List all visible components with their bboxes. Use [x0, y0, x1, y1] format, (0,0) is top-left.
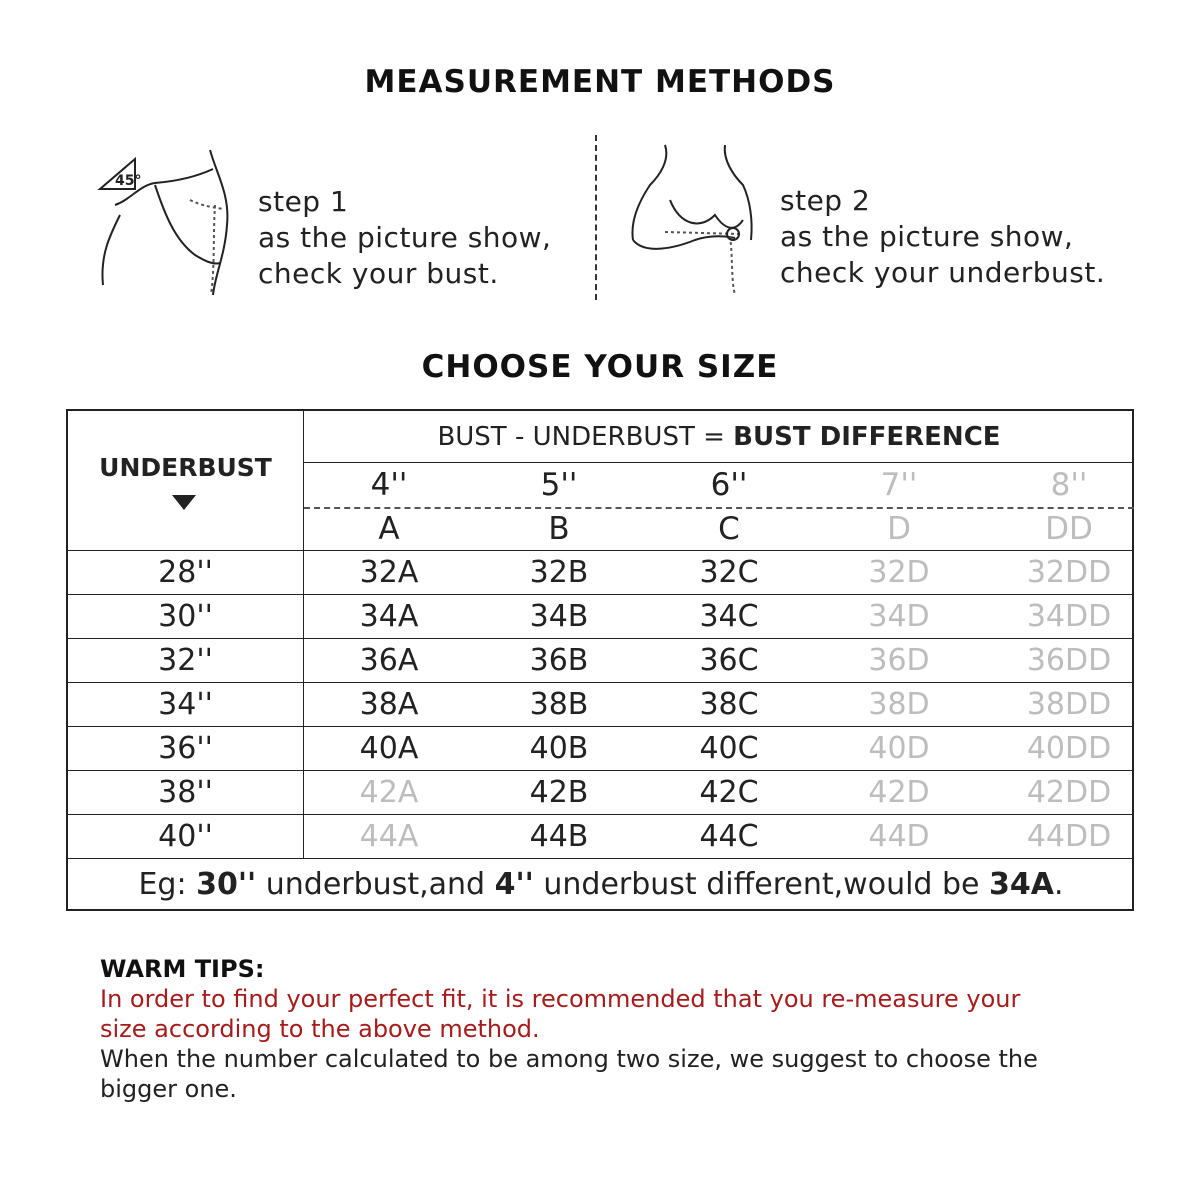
size-cell: 42B: [529, 775, 589, 810]
tip-red-line-2: size according to the above method.: [100, 1015, 540, 1043]
steps-divider: [595, 135, 597, 300]
underbust-cell: 38'': [68, 771, 304, 814]
diff-header-5: 5'': [540, 467, 578, 503]
size-cell: 40D: [868, 731, 930, 766]
step-2-title: step 2: [780, 184, 871, 217]
example-bold-3: 34A: [989, 867, 1054, 902]
formula-bold: BUST DIFFERENCE: [733, 422, 1001, 452]
size-cell: 36DD: [1026, 643, 1112, 678]
size-cell: 38C: [699, 687, 759, 722]
example-part-3: underbust different,would be: [533, 867, 990, 902]
size-cell: 38D: [868, 687, 930, 722]
example-bold-1: 30'': [196, 867, 257, 902]
header-dashed-divider: [304, 507, 1134, 509]
size-cell: 36D: [868, 643, 930, 678]
underbust-cell: 28'': [68, 551, 304, 594]
tip-red-line-1: In order to find your perfect fit, it is recommended that you re-measure your: [100, 985, 1021, 1013]
size-cell: 34DD: [1026, 599, 1112, 634]
table-row: [68, 727, 1134, 771]
underbust-cell: 40'': [68, 815, 304, 858]
size-cell: 36B: [529, 643, 589, 678]
example-part-1: Eg:: [138, 867, 197, 902]
size-cell: 44C: [699, 819, 759, 854]
cup-header-a: A: [378, 511, 400, 547]
example-part-4: .: [1054, 867, 1064, 902]
bust-measurement-illustration: [95, 145, 245, 305]
step-1-line-1: as the picture show,: [258, 221, 552, 254]
size-cell: 40DD: [1026, 731, 1112, 766]
underbust-cell: 34'': [68, 683, 304, 726]
table-row: [68, 815, 1134, 859]
example-bold-2: 4'': [494, 867, 534, 902]
table-row: [68, 595, 1134, 639]
size-cell: 42C: [699, 775, 759, 810]
size-cell: 42A: [359, 775, 419, 810]
size-cell: 32D: [868, 555, 930, 590]
tip-black-line-2: bigger one.: [100, 1075, 237, 1103]
size-chart-table: [66, 409, 1134, 911]
underbust-cell: 32'': [68, 639, 304, 682]
underbust-header-cell: [68, 411, 304, 551]
angle-45-label: 45°: [115, 173, 142, 189]
size-cell: 32DD: [1026, 555, 1112, 590]
choose-size-heading: CHOOSE YOUR SIZE: [421, 349, 779, 385]
bust-difference-formula: [304, 411, 1134, 463]
size-cell: 38A: [359, 687, 419, 722]
size-cell: 34A: [359, 599, 419, 634]
size-cell: 44D: [868, 819, 930, 854]
underbust-measurement-illustration: [625, 140, 770, 300]
step-1-text: [258, 184, 551, 292]
measurement-methods-heading: MEASUREMENT METHODS: [364, 64, 836, 100]
size-cell: 42D: [868, 775, 930, 810]
table-row: [68, 683, 1134, 727]
cup-header-c: C: [718, 511, 740, 547]
size-cell: 38DD: [1026, 687, 1112, 722]
diff-header-6: 6'': [710, 467, 748, 503]
triangle-down-icon: [172, 495, 196, 510]
warm-tips-title: WARM TIPS:: [100, 955, 265, 983]
size-cell: 40A: [359, 731, 419, 766]
size-cell: 40C: [699, 731, 759, 766]
size-cell: 44A: [359, 819, 419, 854]
size-cell: 32B: [529, 555, 589, 590]
size-cell: 34C: [699, 599, 759, 634]
step-1-title: step 1: [258, 185, 349, 218]
size-cell: 40B: [529, 731, 589, 766]
example-part-2: underbust,and: [256, 867, 495, 902]
size-cell: 36C: [699, 643, 759, 678]
diff-header-7: 7'': [880, 467, 918, 503]
underbust-header-label: UNDERBUST: [99, 453, 272, 482]
size-cell: 44B: [529, 819, 589, 854]
cup-header-dd: DD: [1045, 511, 1093, 547]
size-cell: 34B: [529, 599, 589, 634]
tip-black-line-1: When the number calculated to be among two size, we suggest to choose the: [100, 1045, 1038, 1073]
table-row: [68, 639, 1134, 683]
diff-header-4: 4'': [370, 467, 408, 503]
cup-header-b: B: [548, 511, 570, 547]
size-cell: 34D: [868, 599, 930, 634]
size-cell: 32A: [359, 555, 419, 590]
cup-header-d: D: [887, 511, 911, 547]
table-row: [68, 771, 1134, 815]
diff-header-8: 8'': [1050, 467, 1088, 503]
step-2-line-1: as the picture show,: [780, 220, 1074, 253]
table-row: [68, 551, 1134, 595]
underbust-cell: 36'': [68, 727, 304, 770]
step-2-text: [780, 183, 1105, 291]
example-sentence: [68, 859, 1134, 911]
underbust-cell: 30'': [68, 595, 304, 638]
size-cell: 32C: [699, 555, 759, 590]
size-cell: 38B: [529, 687, 589, 722]
size-cell: 44DD: [1026, 819, 1112, 854]
size-cell: 42DD: [1026, 775, 1112, 810]
step-1-line-2: check your bust.: [258, 257, 499, 290]
size-cell: 36A: [359, 643, 419, 678]
formula-prefix: BUST - UNDERBUST =: [437, 422, 734, 452]
step-2-line-2: check your underbust.: [780, 256, 1106, 289]
